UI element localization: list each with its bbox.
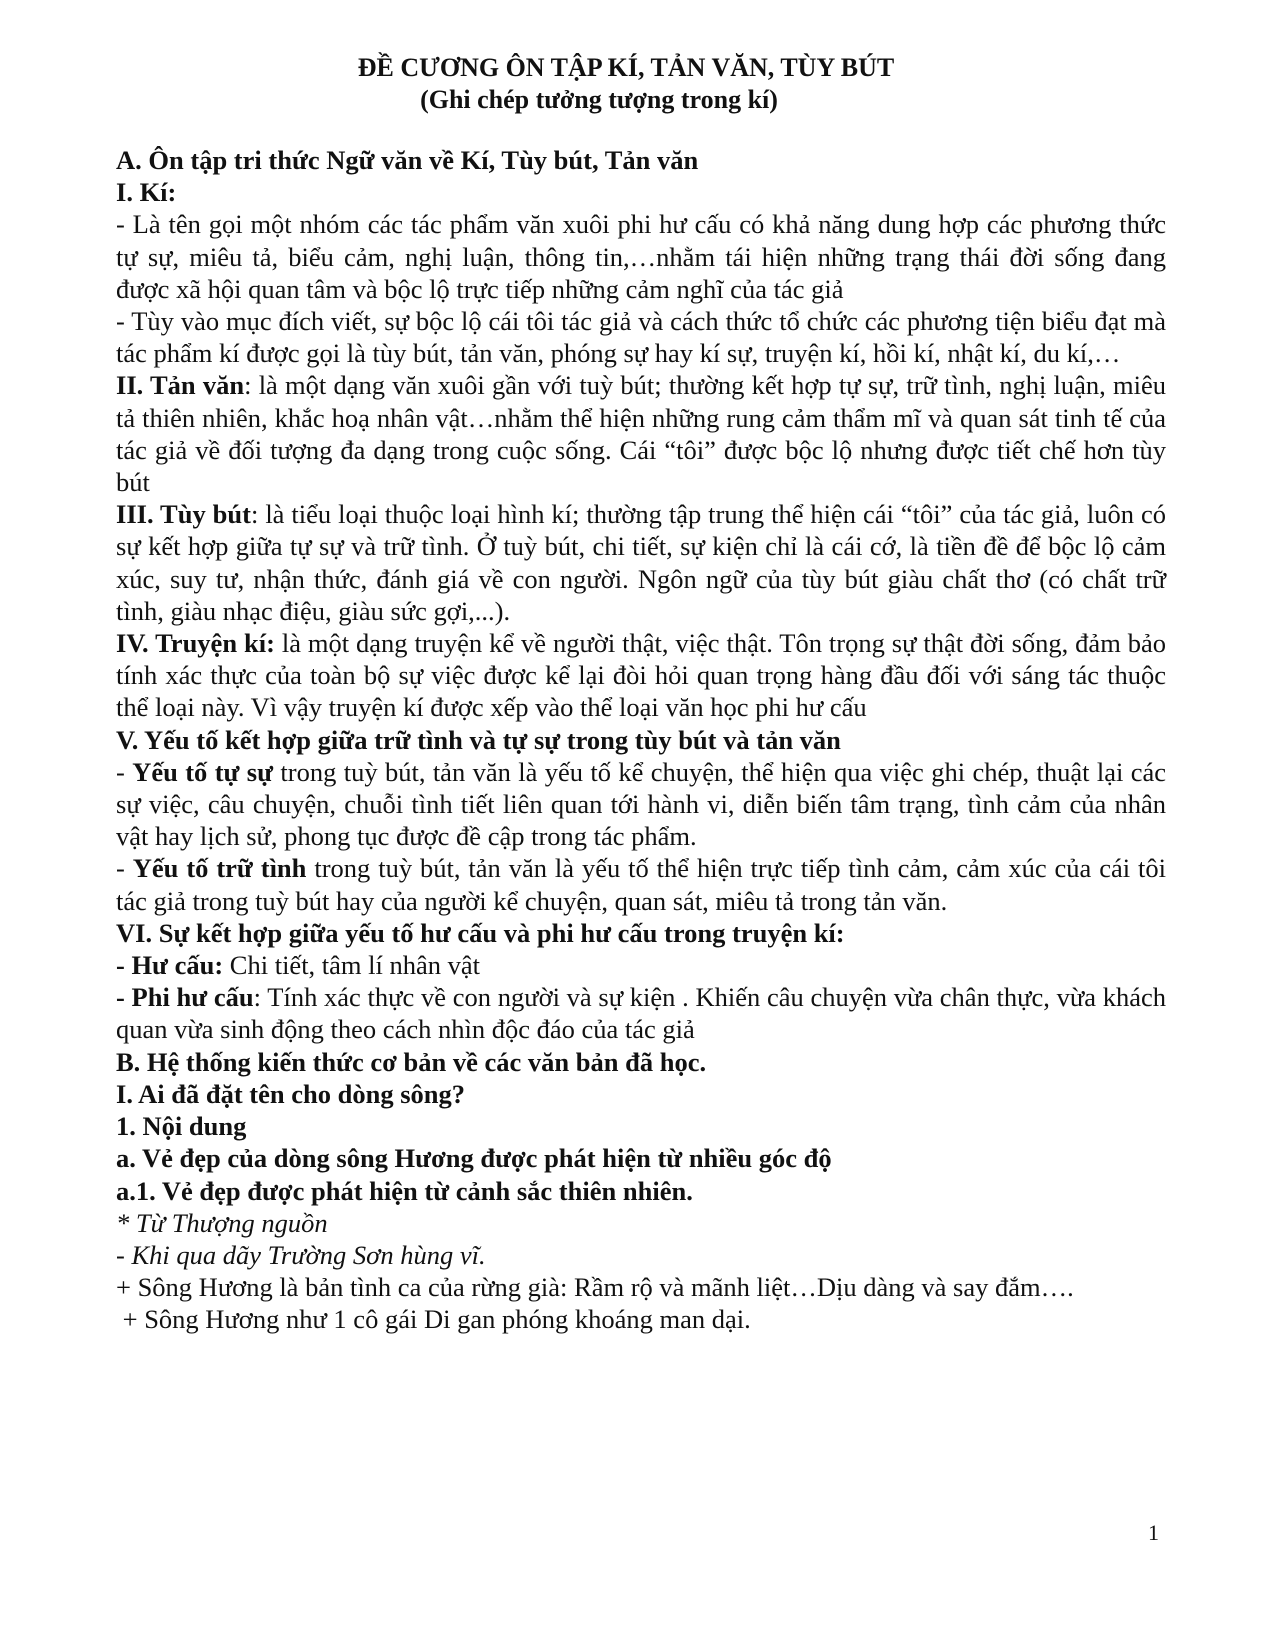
phi-hu-cau-item	[116, 981, 1166, 1045]
tuy-but-text: : là tiểu loại thuộc loại hình kí; thường tập trung thể hiện cái “tôi” của tác giả, luôn có sự kết hợp giữa tự sự và trữ tình. Ở tuỳ bút, chi tiết, sự kiện chỉ là cái cớ, là tiền đề để bộc lộ cảm xúc, suy tư, nhận thức, đánh giá về con người. Ngôn ngữ của tùy bút giàu chất thơ (có chất trữ tình, giàu nhạc điệu, giàu sức gợi,...).	[116, 499, 1166, 626]
truyen-ki-term: IV. Truyện kí:	[116, 628, 275, 659]
ki-paragraph-1: - Là tên gọi một nhóm các tác phẩm văn xuôi phi hư cấu có khả năng dung hợp các phương thức tự sự, miêu tả, biểu cảm, nghị luận, thông tin,…nhằm tái hiện những trạng thái đời sống đang được xã hội quan tâm và bộc lộ trực tiếp những cảm nghĩ của tác giả	[116, 209, 1166, 304]
section-b-sub1: I. Ai đã đặt tên cho dòng sông?	[116, 1078, 466, 1109]
page-number: 1	[1148, 1520, 1159, 1545]
yeu-to-heading: V. Yếu tố kết hợp giữa trữ tình và tự sự trong tùy bút và tản văn	[116, 724, 841, 755]
tan-van-text: : là một dạng văn xuôi gần với tuỳ bút; thường kết hợp tự sự, trữ tình, nghị luận, miêu tả thiên nhiên, khắc hoạ nhân vật…nhằm thể hiện những rung cảm thẩm mĩ và quan sát tinh tế của tác giả về đối tượng đa dạng trong cuộc sống. Cái “tôi” được bộc lộ nhưng được tiết chế hơn tùy bút	[116, 370, 1166, 498]
tan-van-paragraph	[116, 369, 1166, 498]
ki-heading: I. Kí:	[116, 177, 177, 208]
yeu-to-tu-su-paragraph	[116, 756, 1166, 853]
hu-cau-text: Chi tiết, tâm lí nhân vật	[223, 950, 481, 981]
tan-van-term: II. Tản văn	[116, 370, 245, 401]
yeu-to-tru-tinh-text: trong tuỳ bút, tản văn là yếu tố thể hiện trực tiếp tình cảm, cảm xúc của cái tôi tác giả trong tuỳ bút hay của người kể chuyện, quan sát, miêu tả trong tản văn.	[116, 853, 1167, 916]
document-title: ĐỀ CƯƠNG ÔN TẬP KÍ, TẢN VĂN, TÙY BÚT	[357, 53, 895, 82]
ki-paragraph-2: - Tùy vào mục đích viết, sự bộc lộ cái tôi tác giả và cách thức tổ chức các phương tiện biểu đạt mà tác phẩm kí được gọi là tùy bút, tản văn, phóng sự hay kí sự, truyện kí, hồi kí, nhật kí, du kí,…	[116, 306, 1166, 369]
hu-cau-term: - Hư cấu:	[116, 950, 224, 981]
hu-cau-heading: VI. Sự kết hợp giữa yếu tố hư cấu và phi hư cấu trong truyện kí:	[116, 917, 845, 948]
yeu-to-tu-su-term: Yếu tố tự sự	[132, 756, 274, 787]
yeu-to-tru-tinh-term: Yếu tố trữ tình	[132, 853, 307, 884]
section-b-sub2: 1. Nội dung	[116, 1111, 247, 1142]
section-a-heading: A. Ôn tập tri thức Ngữ văn về Kí, Tùy bút, Tản văn	[116, 145, 699, 175]
truyen-ki-text: là một dạng truyện kể về người thật, việc thật. Tôn trọng sự thật đời sống, đảm bảo tính xác thực của toàn bộ sự việc được kể lại đòi hỏi quan trọng hàng đầu đối với sáng tác thuộc thể loại này. Vì vậy truyện kí được xếp vào thể loại văn học phi hư cấu	[116, 628, 1166, 723]
yeu-to-tru-tinh-prefix: -	[116, 853, 133, 884]
yeu-to-tu-su-prefix: -	[116, 756, 133, 787]
yeu-to-tu-su-text: trong tuỳ bút, tản văn là yếu tố kể chuyện, thể hiện qua việc ghi chép, thuật lại các sự việc, câu chuyện, chuỗi tình tiết liên quan tới hành vi, diễn biến tâm trạng, tình cảm của nhân vật hay lịch sử, phong tục được đề cập trong tác phẩm.	[116, 756, 1166, 852]
phi-hu-cau-text: : Tính xác thực về con người và sự kiện . Khiến câu chuyện vừa chân thực, vừa khách quan vừa sinh động theo cách nhìn độc đáo của tác giả	[116, 982, 1166, 1045]
section-b-italic2: - Khi qua dãy Trường Sơn hùng vĩ.	[116, 1239, 486, 1270]
document-page	[116, 52, 1166, 1336]
section-b-sub4: a.1. Vẻ đẹp được phát hiện từ cảnh sắc thiên nhiên.	[116, 1175, 693, 1206]
truyen-ki-paragraph	[116, 627, 1166, 724]
document-subtitle: (Ghi chép tưởng tượng trong kí)	[420, 85, 778, 114]
section-b-heading: B. Hệ thống kiến thức cơ bản về các văn bản đã học.	[116, 1046, 707, 1077]
section-b-sub3: a. Vẻ đẹp của dòng sông Hương được phát hiện từ nhiều góc độ	[116, 1143, 832, 1174]
section-b-plus1: + Sông Hương là bản tình ca của rừng già: Rầm rộ và mãnh liệt…Dịu dàng và say đắm….	[116, 1272, 1074, 1303]
hu-cau-item	[116, 949, 1166, 981]
section-b-plus2: + Sông Hương như 1 cô gái Di gan phóng khoáng man dại.	[116, 1304, 751, 1335]
section-b-italic1: * Từ Thượng nguồn	[116, 1207, 328, 1238]
tuy-but-term: III. Tùy bút	[116, 499, 251, 530]
phi-hu-cau-term: - Phi hư cấu	[116, 982, 254, 1013]
tuy-but-paragraph	[116, 498, 1166, 627]
yeu-to-tru-tinh-paragraph	[116, 852, 1166, 916]
